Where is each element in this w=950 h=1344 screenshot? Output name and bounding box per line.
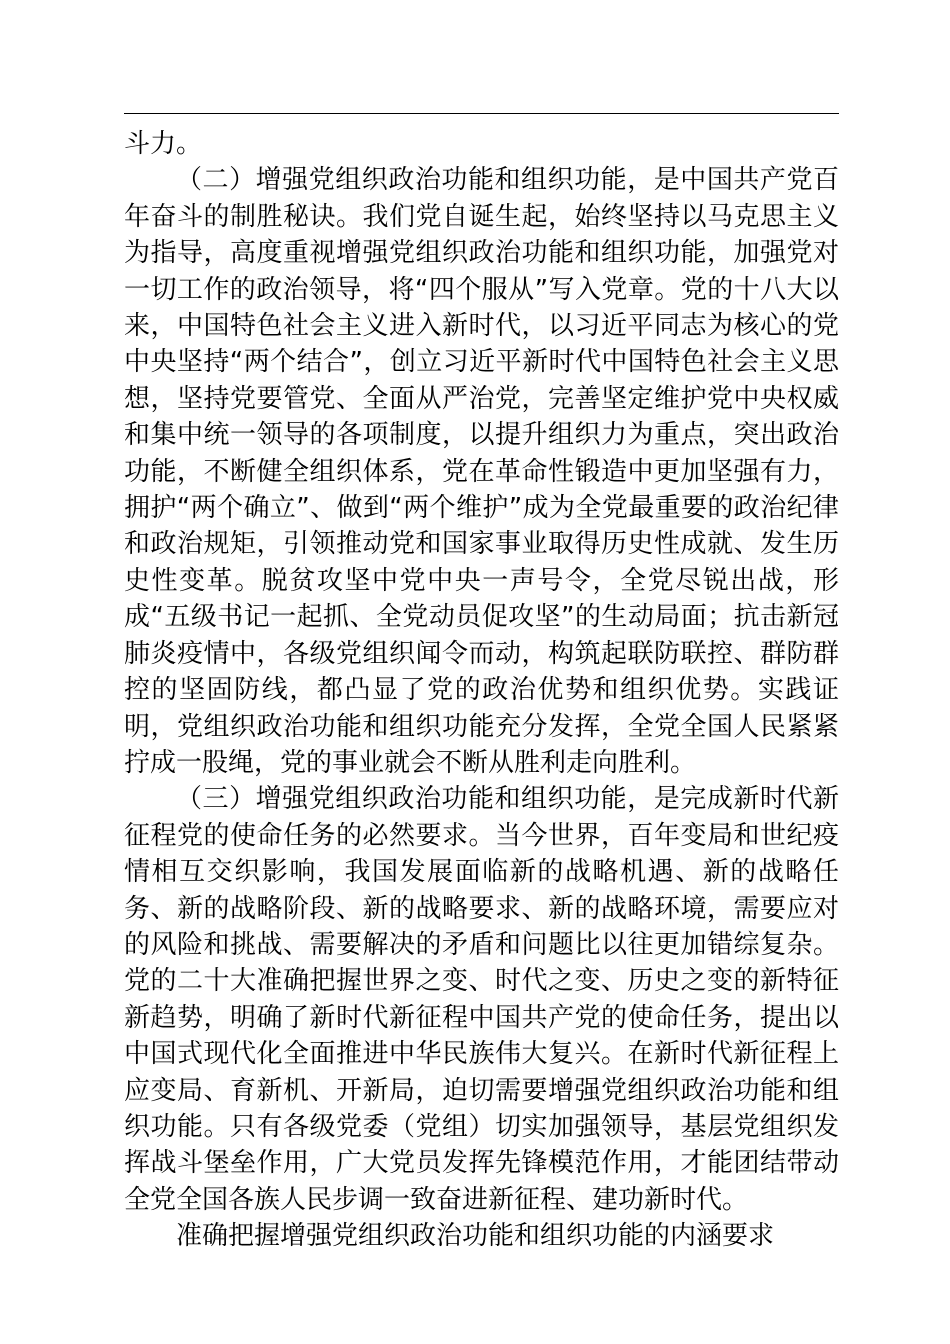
document-body — [124, 126, 839, 1255]
paragraph-3: （三）增强党组织政治功能和组织功能，是完成新时代新征程党的使命任务的必然要求。当今世界，百年变局和世纪疫情相互交织影响，我国发展面临新的战略机遇、新的战略任务、新的战略阶段、新的战略要求、新的战略环境，需要应对的风险和挑战、需要解决的矛盾和问题比以往更加错综复杂。党的二十大准确把握世界之变、时代之变、历史之变的新特征新趋势，明确了新时代新征程中国共产党的使命任务，提出以中国式现代化全面推进中华民族伟大复兴。在新时代新征程上应变局、育新机、开新局，迫切需要增强党组织政治功能和组织功能。只有各级党委（党组）切实加强领导，基层党组织发挥战斗堡垒作用，广大党员发挥先锋模范作用，才能团结带动全党全国各族人民步调一致奋进新征程、建功新时代。 — [124, 784, 839, 1215]
continuation-text: 斗力。 — [124, 129, 203, 159]
paragraph-2: （二）增强党组织政治功能和组织功能，是中国共产党百年奋斗的制胜秘诀。我们党自诞生起，始终坚持以马克思主义为指导，高度重视增强党组织政治功能和组织功能，加强党对一切工作的政治领导，将“四个服从”写入党章。党的十八大以来，中国特色社会主义进入新时代，以习近平同志为核心的党中央坚持“两个结合”，创立习近平新时代中国特色社会主义思想，坚持党要管党、全面从严治党，完善坚定维护党中央权威和集中统一领导的各项制度，以提升组织力为重点，突出政治功能，不断健全组织体系，党在革命性锻造中更加坚强有力，拥护“两个确立”、做到“两个维护”成为全党最重要的政治纪律和政治规矩，引领推动党和国家事业取得历史性成就、发生历史性变革。脱贫攻坚中党中央一声号令，全党尽锐出战，形成“五级书记一起抓、全党动员促攻坚”的生动局面；抗击新冠肺炎疫情中，各级党组织闻令而动，构筑起联防联控、群防群控的坚固防线，都凸显了党的政治优势和组织优势。实践证明，党组织政治功能和组织功能充分发挥，全党全国人民紧紧拧成一股绳，党的事业就会不断从胜利走向胜利。 — [124, 165, 839, 778]
header-rule — [124, 113, 839, 114]
section-heading: 准确把握增强党组织政治功能和组织功能的内涵要求 — [176, 1221, 775, 1252]
